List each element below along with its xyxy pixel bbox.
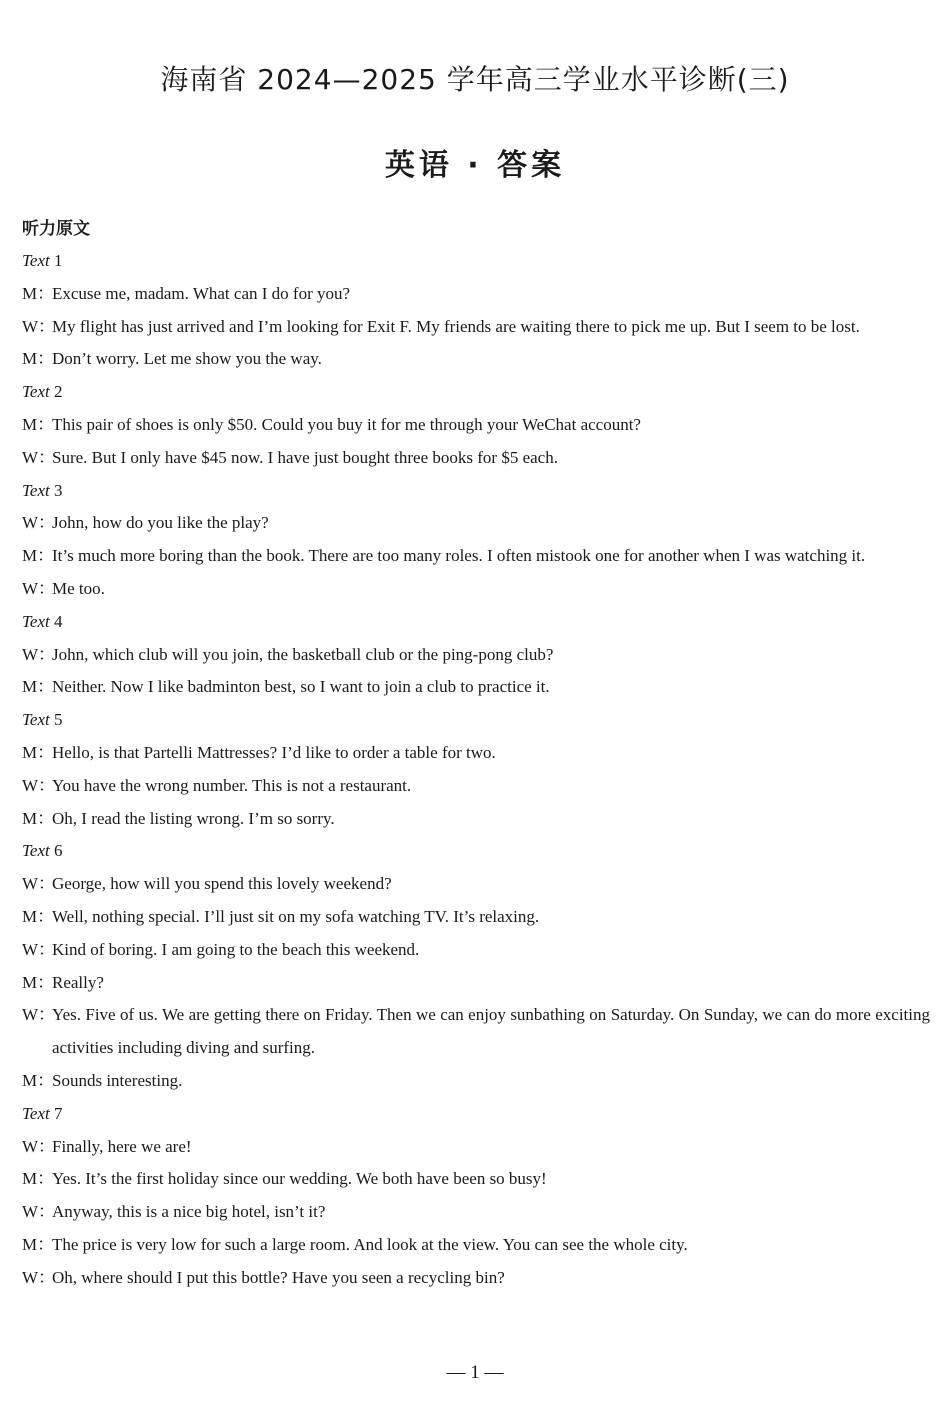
utterance-text: The price is very low for such a large room. And look at the view. You can see the whole city.: [52, 1234, 688, 1254]
speaker-label: M：: [22, 283, 55, 303]
dialogue-line: [22, 1163, 930, 1196]
speaker-label: M：: [22, 546, 55, 566]
utterance-text: Well, nothing special. I’ll just sit on my sofa watching TV. It’s relaxing.: [52, 906, 540, 926]
speaker-label: W：: [22, 644, 56, 664]
speaker-label: M：: [22, 742, 55, 762]
text-label: [22, 704, 930, 737]
utterance-text: Me too.: [52, 578, 105, 598]
text-label-number: 2: [53, 382, 63, 402]
speaker-label: W：: [22, 939, 56, 959]
text-label-word: Text: [22, 251, 50, 270]
speaker-label: M：: [22, 1169, 55, 1189]
dialogue-line: [22, 934, 930, 967]
text-label-word: Text: [22, 1103, 50, 1123]
speaker-label: W：: [22, 1202, 56, 1222]
utterance-text: Finally, here we are!: [52, 1136, 192, 1156]
text-label-number: 1: [53, 251, 63, 270]
dialogue-line: [22, 803, 930, 836]
utterance-text: George, how will you spend this lovely weekend?: [52, 874, 392, 894]
document-subtitle: 英语 · 答案: [384, 148, 566, 183]
speaker-label: M：: [22, 972, 55, 992]
speaker-label: W：: [22, 1005, 56, 1025]
utterance-text: You have the wrong number. This is not a restaurant.: [52, 775, 412, 795]
dialogue-line: [22, 540, 930, 573]
speaker-label: W：: [22, 775, 56, 795]
speaker-label: W：: [22, 1136, 56, 1156]
dialogue-line: [22, 442, 930, 475]
utterance-text: Oh, where should I put this bottle? Have you seen a recycling bin?: [52, 1267, 505, 1287]
text-label: [22, 835, 930, 868]
utterance-text: John, how do you like the play?: [52, 513, 269, 533]
utterance-text: Anyway, this is a nice big hotel, isn’t it?: [52, 1202, 326, 1222]
text-label-word: Text: [22, 710, 50, 730]
speaker-label: M：: [22, 1070, 55, 1090]
text-label-word: Text: [22, 382, 50, 402]
dialogue-line: [22, 1131, 930, 1164]
utterance-text: Sure. But I only have $45 now. I have just bought three books for $5 each.: [52, 447, 558, 467]
speaker-label: M：: [22, 1234, 55, 1254]
utterance-text: John, which club will you join, the basketball club or the ping-pong club?: [52, 644, 554, 664]
utterance-text: Don’t worry. Let me show you the way.: [52, 349, 322, 369]
speaker-label: W：: [22, 447, 56, 467]
speaker-label: W：: [22, 316, 56, 336]
utterance-text: It’s much more boring than the book. There are too many roles. I often mistook one for another when I was watching it.: [52, 546, 866, 566]
text-label: [22, 1098, 930, 1131]
text-label: [22, 245, 930, 278]
dialogue-line: [22, 737, 930, 770]
utterance-text: Hello, is that Partelli Mattresses? I’d like to order a table for two.: [52, 742, 496, 762]
utterance-text: Sounds interesting.: [52, 1070, 183, 1090]
text-label-number: 3: [53, 480, 63, 500]
text-label-number: 4: [53, 611, 63, 631]
text-label: [22, 376, 930, 409]
listening-transcript: [22, 245, 930, 1295]
dialogue-line: [22, 507, 930, 540]
text-label-word: Text: [22, 480, 50, 500]
text-label-number: 7: [53, 1103, 63, 1123]
utterance-text: Yes. Five of us. We are getting there on Friday. Then we can enjoy sunbathing on Saturday. On Sunday, we can do more exciting activities including diving and surfing.: [52, 1005, 930, 1058]
text-label: [22, 606, 930, 639]
dialogue-line: [22, 868, 930, 901]
dialogue-line: [22, 1229, 930, 1262]
text-label-word: Text: [22, 841, 50, 861]
dialogue-line: [22, 278, 930, 311]
utterance-text: Kind of boring. I am going to the beach this weekend.: [52, 939, 420, 959]
section-heading: 听力原文: [22, 219, 90, 239]
speaker-label: W：: [22, 513, 56, 533]
text-label: [22, 475, 930, 508]
dialogue-line: [22, 311, 930, 344]
dialogue-line: [22, 671, 930, 704]
utterance-text: Yes. It’s the first holiday since our wedding. We both have been so busy!: [52, 1169, 547, 1189]
speaker-label: M：: [22, 906, 55, 926]
dialogue-line: [22, 409, 930, 442]
utterance-text: Excuse me, madam. What can I do for you?: [52, 283, 351, 303]
utterance-text: This pair of shoes is only $50. Could you buy it for me through your WeChat account?: [52, 414, 641, 434]
speaker-label: M：: [22, 349, 55, 369]
dialogue-line: [22, 1196, 930, 1229]
text-label-number: 5: [53, 710, 63, 730]
utterance-text: Oh, I read the listing wrong. I’m so sorry.: [52, 808, 335, 828]
dialogue-line: [22, 1262, 930, 1295]
page-number: — 1 —: [446, 1362, 504, 1383]
speaker-label: W：: [22, 578, 56, 598]
speaker-label: M：: [22, 677, 55, 697]
utterance-text: Really?: [52, 972, 104, 992]
speaker-label: W：: [22, 1267, 56, 1287]
dialogue-line: [22, 901, 930, 934]
dialogue-line: [22, 967, 930, 1000]
document-title: 海南省 2024—2025 学年高三学业水平诊断(三): [160, 63, 790, 96]
text-label-number: 6: [53, 841, 63, 861]
dialogue-line: [22, 999, 930, 1065]
speaker-label: W：: [22, 874, 56, 894]
speaker-label: M：: [22, 808, 55, 828]
dialogue-line: [22, 770, 930, 803]
dialogue-line: [22, 343, 930, 376]
dialogue-line: [22, 1065, 930, 1098]
utterance-text: My flight has just arrived and I’m looking for Exit F. My friends are waiting there to pick me up. But I seem to be lost.: [52, 316, 860, 336]
text-label-word: Text: [22, 611, 50, 631]
speaker-label: M：: [22, 414, 55, 434]
utterance-text: Neither. Now I like badminton best, so I want to join a club to practice it.: [52, 677, 550, 697]
dialogue-line: [22, 573, 930, 606]
dialogue-line: [22, 639, 930, 672]
